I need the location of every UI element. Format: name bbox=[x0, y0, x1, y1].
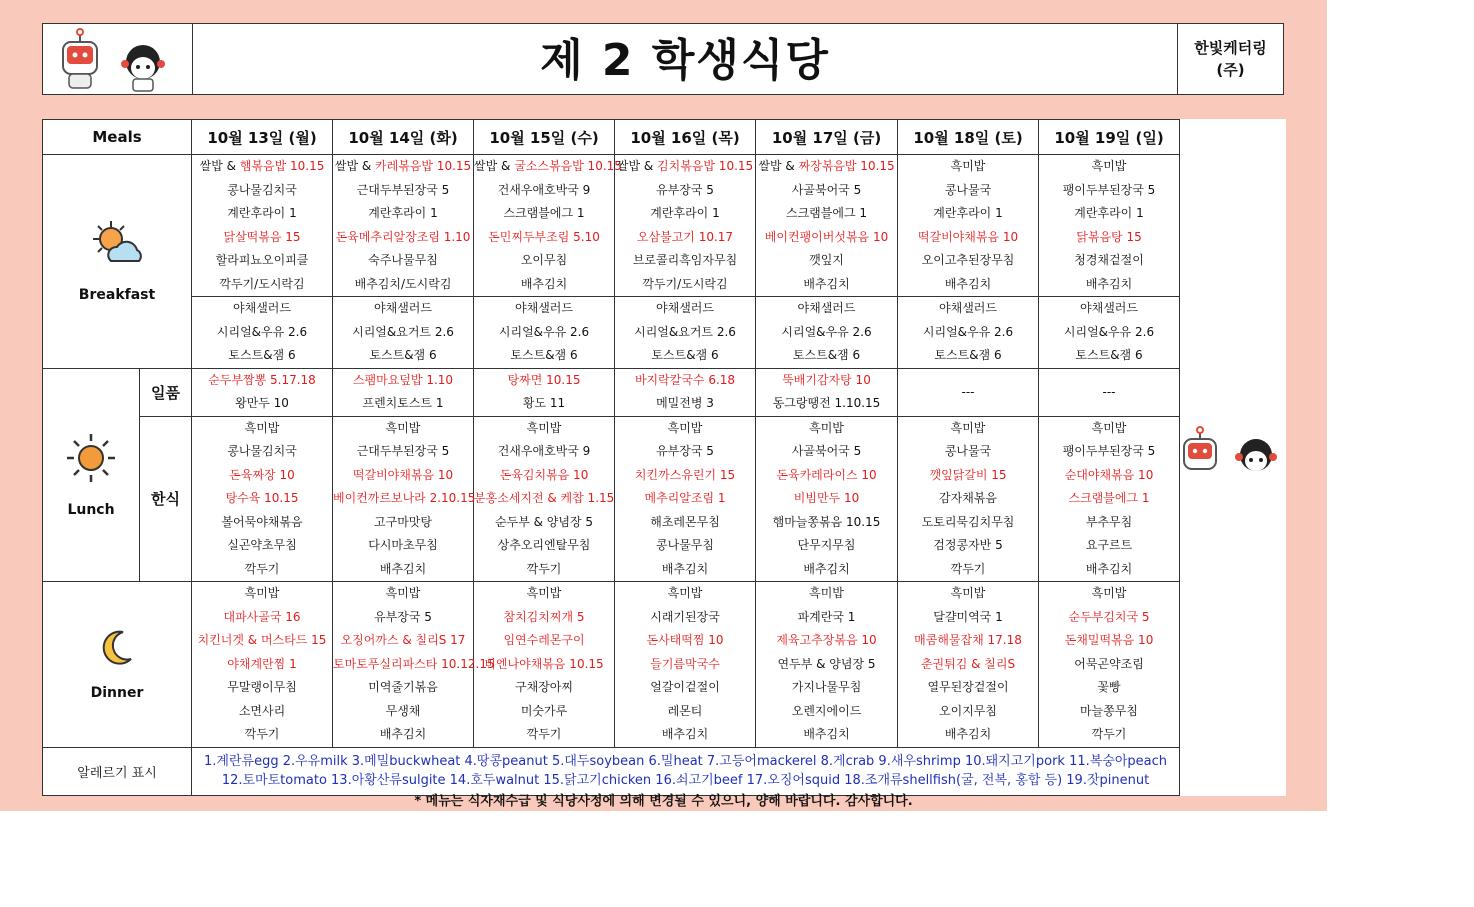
menu-item-base: 쌀밥 & bbox=[758, 159, 799, 173]
menu-item: 토마토푸실리파스타 10.12.15 bbox=[333, 656, 495, 671]
menu-item: 탕짜면 10.15 bbox=[507, 372, 581, 387]
day-header: 10월 18일 (토) bbox=[898, 120, 1039, 155]
dinner-label-cell bbox=[43, 582, 192, 748]
menu-item: 연두부 & 양념장 5 bbox=[777, 656, 876, 671]
menu-item bbox=[474, 155, 622, 179]
menu-item: 깍두기 bbox=[526, 561, 562, 576]
menu-item: 매콤해물잡채 17.18 bbox=[914, 633, 1022, 647]
menu-item: 흑미밥 bbox=[244, 586, 280, 600]
menu-item: 깍두기 bbox=[950, 561, 986, 576]
menu-item: 토스트&잼 6 bbox=[510, 348, 578, 362]
lunch-special-row bbox=[43, 368, 1286, 416]
menu-item: 사골북어국 5 bbox=[791, 444, 862, 458]
side-mascot bbox=[1180, 425, 1284, 489]
menu-item: 검정콩자반 5 bbox=[933, 538, 1003, 552]
menu-item: 프렌치토스트 1 bbox=[362, 396, 444, 410]
menu-item: 떡갈비야채볶음 10 bbox=[352, 467, 454, 482]
menu-item: 순두부김치국 5 bbox=[1068, 609, 1150, 624]
menu-item: 감자채볶음 bbox=[939, 491, 997, 505]
menu-item: 야채샐러드 bbox=[756, 296, 897, 321]
menu-item: 흑미밥 bbox=[385, 420, 421, 435]
menu-item: 황도 11 bbox=[522, 396, 566, 410]
menu-item: 시래기된장국 bbox=[650, 609, 720, 624]
menu-item: 돈육카레라이스 10 bbox=[776, 467, 877, 482]
menu-item: 순대야채볶음 10 bbox=[1064, 467, 1154, 482]
menu-item: 오징어까스 & 칠리S 17 bbox=[340, 633, 466, 647]
menu-item: 콩나물무침 bbox=[656, 538, 714, 552]
menu-item: 어묵곤약조림 bbox=[1074, 656, 1144, 671]
menu-item bbox=[333, 155, 473, 179]
menu-item: 배추김치 bbox=[803, 561, 850, 576]
menu-item: 비빔만두 10 bbox=[793, 491, 860, 505]
menu-item: 근대두부된장국 5 bbox=[356, 182, 450, 197]
menu-item: 구채장아찌 bbox=[515, 680, 573, 694]
menu-item: 바지락칼국수 6.18 bbox=[634, 372, 736, 387]
menu-item: 계란후라이 1 bbox=[368, 206, 438, 220]
menu-item: 흑미밥 bbox=[950, 420, 986, 435]
menu-item: 오렌지에이드 bbox=[791, 703, 862, 718]
menu-item: 스크램블에그 1 bbox=[1068, 491, 1150, 505]
company-name-line1: 한빛케터링 bbox=[1194, 39, 1267, 57]
menu-item: 실곤약초무침 bbox=[227, 538, 297, 552]
menu-item: 돈사태떡찜 10 bbox=[646, 633, 724, 647]
menu-item: 배추김치 bbox=[661, 561, 709, 576]
menu-item: 꽃빵 bbox=[1097, 680, 1121, 694]
page-title: 제 2 학생식당 bbox=[540, 35, 830, 86]
menu-item: 동그랑땡전 1.10.15 bbox=[772, 396, 881, 410]
menu-item: 다시마초무침 bbox=[368, 538, 438, 552]
menu-item: 배추김치 bbox=[944, 727, 992, 741]
menu-item: 참치김치찌개 5 bbox=[503, 609, 585, 624]
breakfast-cell bbox=[333, 155, 474, 369]
menu-item: 배추김치 bbox=[1085, 561, 1133, 576]
menu-item: 소면사리 bbox=[238, 703, 286, 718]
menu-item: 깻잎닭갈비 15 bbox=[929, 467, 1007, 482]
menu-item-base: 쌀밥 & bbox=[474, 159, 515, 173]
header-bar bbox=[42, 23, 1284, 95]
lunch-korean-cell bbox=[333, 416, 474, 582]
menu-item: 야채샐러드 bbox=[1039, 296, 1179, 321]
menu-item: 흑미밥 bbox=[667, 586, 703, 600]
menu-item-highlight: 김치볶음밥 10.15 bbox=[657, 159, 754, 173]
menu-item: 계란후라이 1 bbox=[1074, 206, 1144, 220]
breakfast-cell bbox=[615, 155, 756, 369]
company-name-line2: (주) bbox=[1216, 61, 1245, 79]
lunch-special-cell bbox=[898, 368, 1039, 416]
menu-item: 배추김치 bbox=[944, 276, 992, 291]
mascot-logo bbox=[43, 24, 193, 94]
menu-item: 돈육메추리알장조림 1.10 bbox=[335, 229, 471, 244]
dinner-cell bbox=[333, 582, 495, 748]
menu-item: 베이컨까르보나라 2.10.15 bbox=[333, 491, 476, 505]
menu-item bbox=[756, 155, 897, 179]
company-name bbox=[1177, 24, 1283, 94]
menu-item: 흑미밥 bbox=[1091, 159, 1127, 173]
menu-item: 흑미밥 bbox=[526, 420, 562, 435]
menu-item: 콩나물김치국 bbox=[227, 444, 297, 458]
menu-item: 스크램블에그 1 bbox=[503, 206, 585, 220]
menu-item: 떡갈비야채볶음 10 bbox=[917, 229, 1019, 244]
lunch-special-label: 일품 bbox=[140, 368, 192, 416]
menu-item: 메밀전병 3 bbox=[656, 396, 714, 410]
menu-item: --- bbox=[1102, 384, 1116, 399]
menu-item: 시리얼&우유 2.6 bbox=[1063, 324, 1155, 339]
menu-item: 토스트&잼 6 bbox=[369, 348, 437, 362]
breakfast-cell bbox=[474, 155, 622, 369]
menu-item: 제육고추장볶음 10 bbox=[776, 633, 877, 647]
menu-item: 시리얼&우유 2.6 bbox=[922, 324, 1014, 339]
menu-item: 대파사골국 16 bbox=[223, 609, 301, 624]
breakfast-cell bbox=[756, 155, 898, 369]
breakfast-cell bbox=[192, 155, 333, 369]
menu-item: 깍두기/도시락김 bbox=[219, 276, 305, 291]
menu-item: 무생채 bbox=[385, 703, 421, 718]
mascot-icon bbox=[43, 24, 192, 94]
menu-item: 콩나물국 bbox=[944, 444, 992, 458]
menu-item: 흑미밥 bbox=[809, 420, 844, 435]
menu-item: 돈채밀떡볶음 10 bbox=[1064, 633, 1154, 647]
menu-item: 흑미밥 bbox=[809, 586, 844, 600]
menu-item: 깍두기 bbox=[1091, 727, 1127, 741]
menu-item: 흑미밥 bbox=[667, 420, 703, 435]
menu-item: 깍두기 bbox=[526, 727, 562, 741]
menu-item: 춘권튀김 & 칠리S bbox=[920, 656, 1016, 671]
allergy-row bbox=[43, 747, 1286, 795]
menu-item-highlight: 굴소스볶음밥 10.15 bbox=[514, 159, 622, 173]
menu-item: 순두부짬뽕 5.17.18 bbox=[208, 372, 316, 387]
lunch-korean-cell bbox=[615, 416, 756, 582]
allergy-line-2: 12.토마토tomato 13.아황산류sulgite 14.호두walnut 15.닭고기chicken 16.쇠고기beef 17.오징어squid 18.조개류shellfish(굴, 전복, 홍합 등) 19.잣pinenut bbox=[221, 773, 1150, 788]
menu-item: 탕수육 10.15 bbox=[225, 491, 299, 505]
allergy-line-1: 1.계란류egg 2.우유milk 3.메밀buckwheat 4.땅콩peanut 5.대두soybean 6.밀heat 7.고등어mackerel 8.게crab 9.새우shrimp 10.돼지고기pork 11.복숭아peach bbox=[204, 754, 1168, 769]
menu-item: 레몬티 bbox=[667, 703, 703, 718]
menu-item: 시리얼&우유 2.6 bbox=[498, 324, 590, 339]
menu-item: 건새우애호박국 9 bbox=[497, 444, 591, 458]
moon-icon bbox=[97, 627, 137, 667]
menu-item: 비엔나야채볶음 10.15 bbox=[484, 656, 604, 671]
menu-item: 배추김치/도시락김 bbox=[354, 276, 452, 291]
menu-item: 들기름막국수 bbox=[650, 656, 720, 671]
menu-item: 야채샐러드 bbox=[898, 296, 1038, 321]
menu-item: 팽이두부된장국 5 bbox=[1062, 182, 1156, 197]
menu-item: 청경채겉절이 bbox=[1074, 253, 1144, 267]
menu-item: 시리얼&요거트 2.6 bbox=[634, 324, 736, 339]
menu-item: 숙주나물무침 bbox=[368, 253, 438, 267]
menu-item: 달걀미역국 1 bbox=[933, 609, 1003, 624]
menu-item: 배추김치 bbox=[661, 727, 709, 741]
day-header: 10월 19일 (일) bbox=[1039, 120, 1180, 155]
menu-item: 고구마맛탕 bbox=[374, 514, 432, 529]
menu-item: 볼어묵야채볶음 bbox=[221, 514, 303, 529]
menu-item: 순두부 & 양념장 5 bbox=[495, 514, 594, 529]
menu-item: 계란후라이 1 bbox=[650, 206, 720, 220]
menu-item: 토스트&잼 6 bbox=[934, 348, 1002, 362]
dinner-cell bbox=[615, 582, 756, 748]
lunch-special-cell bbox=[333, 368, 474, 416]
lunch-korean-cell bbox=[474, 416, 615, 582]
menu-item: 토스트&잼 6 bbox=[651, 348, 719, 362]
menu-item: 콩나물국 bbox=[944, 182, 992, 197]
footnote: * 메뉴는 식자재수급 및 식당사정에 의해 변경될 수 있으니, 양해 바랍니다. 감사합니다. bbox=[414, 794, 913, 809]
header-row bbox=[43, 120, 1286, 155]
day-header: 10월 13일 (월) bbox=[192, 120, 333, 155]
menu-item: 얼갈이겉절이 bbox=[650, 680, 720, 694]
menu-item: 계란후라이 1 bbox=[227, 206, 297, 220]
breakfast-cell bbox=[1039, 155, 1180, 369]
menu-item: 가지나물무침 bbox=[791, 680, 862, 694]
menu-item: 야채샐러드 bbox=[333, 296, 473, 321]
menu-item bbox=[615, 155, 755, 179]
menu-item: 깻잎지 bbox=[809, 253, 844, 267]
menu-item: 해초레몬무침 bbox=[650, 514, 720, 529]
menu-item: 근대두부된장국 5 bbox=[356, 444, 450, 458]
lunch-special-cell bbox=[474, 368, 615, 416]
menu-item-base: 쌀밥 & bbox=[616, 159, 658, 173]
menu-item: 유부장국 5 bbox=[656, 182, 714, 197]
menu-item-highlight: 햄볶음밥 10.15 bbox=[239, 159, 325, 173]
menu-item: 사골북어국 5 bbox=[791, 182, 862, 197]
lunch-korean-cell bbox=[192, 416, 333, 582]
menu-item: 배추김치 bbox=[520, 276, 568, 291]
menu-item: 열무된장겉절이 bbox=[927, 680, 1009, 694]
menu-item: 배추김치 bbox=[1085, 276, 1133, 291]
menu-item: 흑미밥 bbox=[950, 586, 986, 600]
menu-item: 깍두기 bbox=[244, 727, 280, 741]
menu-item: 계란후라이 1 bbox=[933, 206, 1003, 220]
menu-item: 야채샐러드 bbox=[474, 296, 614, 321]
menu-item: 흑미밥 bbox=[950, 159, 986, 173]
menu-item: 베이컨팽이버섯볶음 10 bbox=[764, 229, 889, 244]
menu-item: 스크램블에그 1 bbox=[786, 206, 868, 220]
day-header: 10월 15일 (수) bbox=[474, 120, 615, 155]
menu-item: 깍두기/도시락김 bbox=[642, 276, 728, 291]
allergy-legend bbox=[192, 747, 1180, 795]
menu-item: 흑미밥 bbox=[1091, 420, 1127, 435]
menu-item: 시리얼&우유 2.6 bbox=[216, 324, 308, 339]
dinner-cell bbox=[474, 582, 615, 748]
lunch-special-cell bbox=[756, 368, 898, 416]
menu-item: 오이무침 bbox=[520, 253, 568, 267]
dinner-row bbox=[43, 582, 1286, 748]
menu-table bbox=[42, 119, 1286, 796]
menu-item: 배추김치 bbox=[803, 727, 850, 741]
menu-item: 단무지무침 bbox=[797, 538, 856, 552]
menu-item: 야채샐러드 bbox=[615, 296, 755, 321]
menu-item: 파계란국 1 bbox=[797, 609, 856, 624]
mascot-icon bbox=[1180, 425, 1284, 485]
dinner-label: Dinner bbox=[90, 685, 144, 702]
menu-item: 오이지무침 bbox=[939, 703, 997, 718]
menu-item: 임연수레몬구이 bbox=[503, 633, 585, 647]
menu-item: 왕만두 10 bbox=[235, 396, 289, 410]
menu-item: 흑미밥 bbox=[385, 586, 421, 600]
menu-item: 상추오리엔탈무침 bbox=[497, 538, 591, 552]
menu-item: 시리얼&요거트 2.6 bbox=[352, 324, 454, 339]
menu-item: 도토리묵김치무침 bbox=[921, 514, 1015, 529]
day-header: 10월 14일 (화) bbox=[333, 120, 474, 155]
menu-item: 배추김치 bbox=[379, 727, 427, 741]
menu-item: 미숫가루 bbox=[520, 703, 568, 718]
menu-item-base: 쌀밥 & bbox=[334, 159, 376, 173]
menu-item: 흑미밥 bbox=[1091, 586, 1127, 600]
menu-item: 무말랭이무침 bbox=[227, 680, 297, 694]
lunch-korean-cell bbox=[756, 416, 898, 582]
dinner-cell bbox=[756, 582, 898, 748]
lunch-korean-cell bbox=[1039, 416, 1180, 582]
menu-item: 요구르트 bbox=[1085, 538, 1133, 552]
lunch-label: Lunch bbox=[67, 501, 115, 518]
lunch-label-cell bbox=[43, 368, 140, 582]
menu-item: 토스트&잼 6 bbox=[1075, 348, 1143, 362]
menu-item: 치킨너겟 & 머스타드 15 bbox=[197, 633, 327, 647]
dinner-cell bbox=[192, 582, 333, 748]
menu-item: 흑미밥 bbox=[244, 420, 280, 435]
menu-item: 브로콜리흑임자무침 bbox=[632, 253, 738, 267]
menu-item: 돈육김치볶음 10 bbox=[499, 467, 589, 482]
menu-item: 햄마늘쫑볶음 10.15 bbox=[772, 514, 881, 529]
menu-item: 콩나물김치국 bbox=[227, 182, 297, 197]
side-mascot-column bbox=[1180, 120, 1286, 155]
menu-item: 뚝배기감자탕 10 bbox=[782, 372, 871, 387]
meals-header: Meals bbox=[43, 120, 192, 155]
day-header: 10월 17일 (금) bbox=[756, 120, 898, 155]
lunch-korean-row bbox=[43, 416, 1286, 582]
day-header: 10월 16일 (목) bbox=[615, 120, 756, 155]
breakfast-label-cell bbox=[43, 155, 192, 369]
lunch-special-cell bbox=[615, 368, 756, 416]
menu-item: 팽이두부된장국 5 bbox=[1062, 444, 1156, 458]
menu-item: 치킨까스유린기 15 bbox=[634, 467, 736, 482]
menu-item: 메추리알조림 1 bbox=[644, 491, 726, 505]
menu-item: 흑미밥 bbox=[526, 586, 562, 600]
menu-item bbox=[192, 155, 332, 179]
menu-item: 배추김치 bbox=[379, 561, 427, 576]
lunch-korean-cell bbox=[898, 416, 1039, 582]
lunch-special-cell bbox=[192, 368, 333, 416]
menu-item: 오삼불고기 10.17 bbox=[636, 229, 734, 244]
menu-item: 할라피뇨오이피클 bbox=[215, 253, 309, 267]
breakfast-cell bbox=[898, 155, 1039, 369]
menu-item: 돈육짜장 10 bbox=[229, 467, 295, 482]
dinner-cell bbox=[898, 582, 1039, 748]
menu-item: 마늘쫑무침 bbox=[1080, 703, 1138, 718]
menu-item: 토스트&잼 6 bbox=[792, 348, 861, 362]
menu-item: 깍두기 bbox=[244, 561, 280, 576]
menu-item: 야채계란찜 1 bbox=[227, 656, 297, 671]
sun-cloud-icon bbox=[87, 219, 147, 271]
menu-item: 미역줄기볶음 bbox=[368, 680, 438, 694]
menu-item: 유부장국 5 bbox=[656, 444, 714, 458]
dinner-cell bbox=[1039, 582, 1180, 748]
menu-item: 돈민찌두부조림 5.10 bbox=[488, 229, 600, 244]
lunch-korean-label: 한식 bbox=[140, 416, 192, 582]
menu-item: 유부장국 5 bbox=[374, 609, 432, 624]
menu-item: 분홍소세지전 & 케찹 1.15 bbox=[474, 491, 615, 505]
menu-item: 닭살떡볶음 15 bbox=[223, 229, 301, 244]
menu-item: 배추김치 bbox=[803, 276, 850, 291]
menu-item: 오이고추된장무침 bbox=[921, 253, 1015, 267]
menu-item: --- bbox=[961, 384, 975, 399]
menu-item: 야채샐러드 bbox=[192, 296, 332, 321]
breakfast-row bbox=[43, 155, 1286, 369]
breakfast-label: Breakfast bbox=[78, 287, 156, 304]
menu-item-highlight: 짜장볶음밥 10.15 bbox=[798, 159, 895, 173]
sun-icon bbox=[65, 432, 117, 484]
allergy-label: 알레르기 표시 bbox=[43, 747, 192, 795]
menu-item-base: 쌀밥 & bbox=[199, 159, 240, 173]
menu-item: 부추무침 bbox=[1085, 514, 1133, 529]
menu-item: 시리얼&우유 2.6 bbox=[781, 324, 872, 339]
menu-item: 닭볶음탕 15 bbox=[1076, 229, 1142, 244]
lunch-special-cell bbox=[1039, 368, 1180, 416]
menu-item: 건새우애호박국 9 bbox=[497, 182, 591, 197]
menu-item: 토스트&잼 6 bbox=[228, 348, 296, 362]
menu-item: 스팸마요덮밥 1.10 bbox=[352, 372, 454, 387]
menu-item-highlight: 카레볶음밥 10.15 bbox=[375, 159, 472, 173]
